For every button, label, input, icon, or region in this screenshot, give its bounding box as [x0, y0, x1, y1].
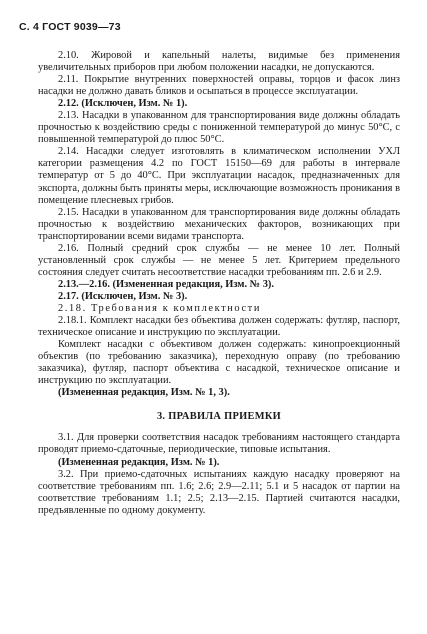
paragraph-2-14: 2.14. Насадки следует изготовлять в климатическом исполнении УХЛ категории размещения 4.2 по ГОСТ 15150—69 для работы в интервале температур от 5 до 40°С. При эксплуатации насадок, предназначенных для экспорта, должны быть приняты меры, исключающие возможность проникания в помещение плесневых грибов. [38, 146, 400, 206]
page-header: С. 4 ГОСТ 9039—73 [19, 21, 121, 33]
paragraph-2-18-1: 2.18.1. Комплект насадки без объектива должен содержать: футляр, паспорт, техническое описание и инструкцию по эксплуатации. [38, 315, 400, 339]
amendment-note-2-13-2-16: 2.13.—2.16. (Измененная редакция, Изм. № 3). [58, 278, 274, 290]
paragraph-2-17: 2.17. (Исключен, Изм. № 3). [58, 290, 188, 302]
paragraph-2-15: 2.15. Насадки в упакованном для транспортирования виде должны обладать прочностью к воздействию механических факторов, возникающих при транспортировании всеми видами транспорта. [38, 206, 400, 242]
paragraph-2-10: 2.10. Жировой и капельный налеты, видимые без применения увеличительных приборов при любом положении насадки, не допускаются. [38, 50, 400, 74]
paragraph-2-16: 2.16. Полный средний срок службы — не менее 10 лет. Полный установленный срок службы — не менее 5 лет. Критерием предельного состояния следует считать несоответствие насадки требованиям пп. 2.6 и 2.9. [38, 242, 400, 278]
amendment-note-1-3: (Измененная редакция, Изм. № 1, 3). [58, 387, 230, 399]
paragraph-3-1: 3.1. Для проверки соответствия насадок требованиям настоящего стандарта проводят приемо-сдаточные, периодические, типовые испытания. [38, 432, 400, 456]
paragraph-2-18: 2.18. Требования к комплектности [58, 302, 261, 314]
paragraph-3-2: 3.2. При приемо-сдаточных испытаниях каждую насадку проверяют на соответствие требованиям пп. 1.6; 2.6; 2.9—2.11; 5.1 и 5 насадок от партии на соответствие требованиям 1.1; 2.5; 2.13—2.15. Партией считаются насадки, предъявленные по одному документу. [38, 468, 400, 516]
paragraph-2-13: 2.13. Насадки в упакованном для транспортирования виде должны обладать прочностью к воздействию среды с пониженной температурой до минус 50°С, с повышенной температурой до плюс 50°С. [38, 110, 400, 146]
section-title-acceptance: 3. ПРАВИЛА ПРИЕМКИ [156, 411, 282, 423]
document-body [38, 50, 400, 517]
amendment-note-1: (Измененная редакция, Изм. № 1). [58, 456, 220, 468]
paragraph-2-12: 2.12. (Исключен, Изм. № 1). [58, 98, 188, 110]
paragraph-2-11: 2.11. Покрытие внутренних поверхностей оправы, торцов и фасок линз насадки не должно давать бликов и осыпаться в процессе эксплуатации. [38, 74, 400, 98]
paragraph-kit-with-lens: Комплект насадки с объективом должен содержать: кинопроекционный объектив (по требованию заказчика), переходную оправу (по требованию заказчика), футляр, паспорт объектива с насадкой, техническое описание и инструкцию по эксплуатации. [38, 339, 400, 387]
